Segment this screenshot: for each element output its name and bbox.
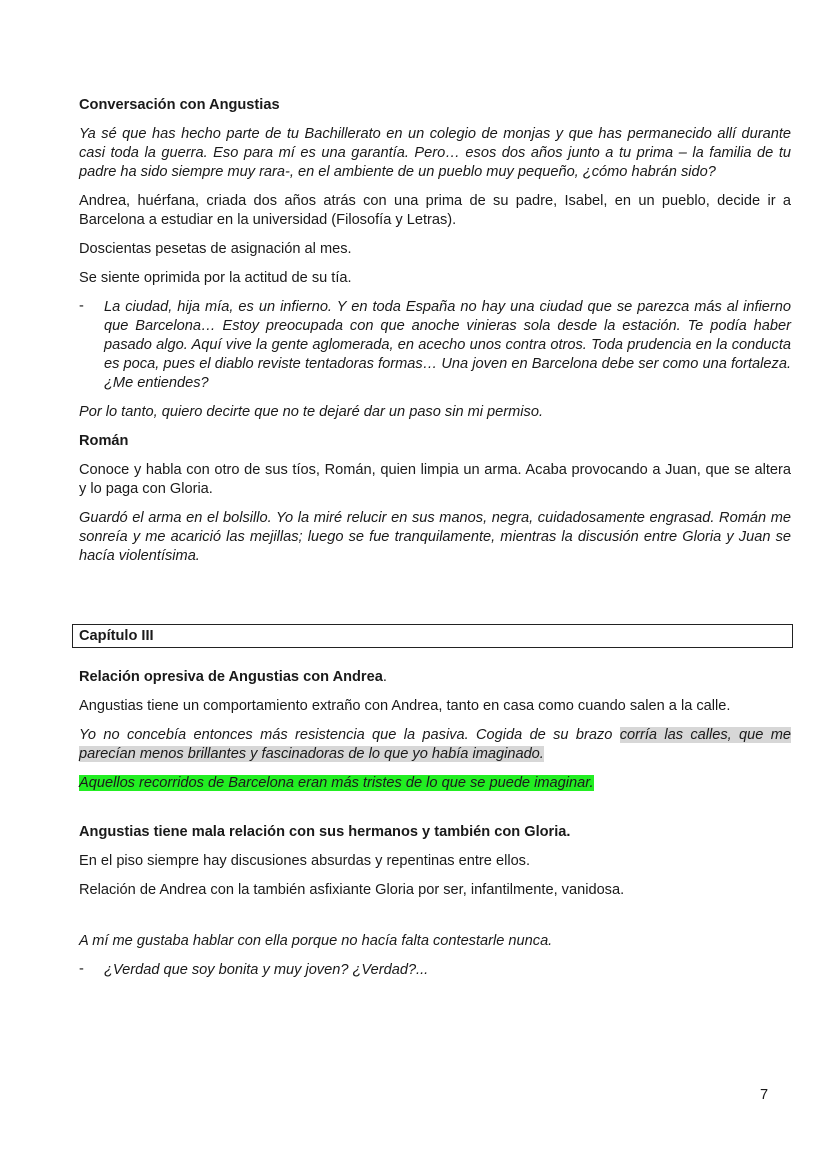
paragraph-pesetas: Doscientas pesetas de asignación al mes.	[79, 241, 352, 257]
section-heading-roman: Román	[79, 433, 129, 449]
page-number: 7	[760, 1087, 769, 1103]
quote-resistencia	[79, 726, 791, 764]
chapter-title: Capítulo III	[79, 628, 154, 644]
section-heading-conversacion: Conversación con Angustias	[79, 97, 280, 113]
dash-list-item-2	[79, 961, 791, 980]
document-body	[79, 96, 791, 990]
quote-bonita: ¿Verdad que soy bonita y muy joven? ¿Verdad?...	[104, 962, 429, 978]
quote-hablar-ella: A mí me gustaba hablar con ella porque no hacía falta contestarle nunca.	[79, 933, 553, 949]
paragraph-andrea: Andrea, huérfana, criada dos años atrás con una prima de su padre, Isabel, en un pueblo, decide ir a Barcelona a estudiar en la universidad (Filosofía y Letras).	[79, 193, 791, 228]
quote-angustias: Ya sé que has hecho parte de tu Bachillerato en un colegio de monjas y que has permanecido allí durante casi toda la guerra. Eso para mí es una garantía. Pero… esos dos años junto a tu prima – la familia de tu padre ha sido siempre muy rara-, en el ambiente de un pueblo muy pequeño, ¿cómo habrán sido?	[79, 126, 791, 180]
paragraph-gloria: Relación de Andrea con la también asfixiante Gloria por ser, infantilmente, vanidosa.	[79, 882, 625, 898]
green-highlight-text: Aquellos recorridos de Barcelona eran más tristes de lo que se puede imaginar.	[79, 775, 594, 791]
paragraph-discusiones: En el piso siempre hay discusiones absurdas y repentinas entre ellos.	[79, 853, 531, 869]
quote-resistencia-plain: Yo no concebía entonces más resistencia que la pasiva. Cogida de su brazo	[79, 727, 620, 743]
quote-ciudad-infierno: La ciudad, hija mía, es un infierno. Y en toda España no hay una ciudad que se parezca más al infierno que Barcelona… Estoy preocupada con que anoche vinieras sola desde la estación. Te podía haber pasado algo. Aquí vive la gente aglomerada, en acecho unos contra otros. Toda prudencia en la conducta es poca, pues el diablo reviste tentadoras formas… Una joven en Barcelona debe ser como una fortaleza. ¿Me entiendes?	[104, 299, 791, 391]
chapter-title-box	[72, 624, 793, 648]
quote-permiso: Por lo tanto, quiero decirte que no te dejaré dar un paso sin mi permiso.	[79, 404, 544, 420]
quote-arma: Guardó el arma en el bolsillo. Yo la miré relucir en sus manos, negra, cuidadosamente engrasad. Román me sonreía y me acarició las mejillas; luego se fue tranquilamente, mientras la discusión entre Gloria y Juan se hacía violentísima.	[79, 510, 791, 564]
paragraph-comportamiento: Angustias tiene un comportamiento extraño con Andrea, tanto en casa como cuando salen a la calle.	[79, 698, 731, 714]
dash-marker-2: -	[79, 961, 84, 977]
dash-list-item	[79, 298, 791, 393]
paragraph-roman: Conoce y habla con otro de sus tíos, Román, quien limpia un arma. Acaba provocando a Juan, que se altera y lo paga con Gloria.	[79, 462, 791, 497]
paragraph-oprimida: Se siente oprimida por la actitud de su tía.	[79, 270, 352, 286]
dash-marker: -	[79, 298, 84, 314]
quote-recorridos	[79, 774, 791, 793]
section-heading-relacion-opresiva: Relación opresiva de Angustias con Andrea.	[79, 669, 387, 685]
section-heading-hermanos: Angustias tiene mala relación con sus hermanos y también con Gloria.	[79, 824, 571, 840]
quote-resistencia-highlight: corría las calles, que me parecían menos brillantes y fascinadoras de lo que yo había imaginado.	[79, 727, 791, 762]
